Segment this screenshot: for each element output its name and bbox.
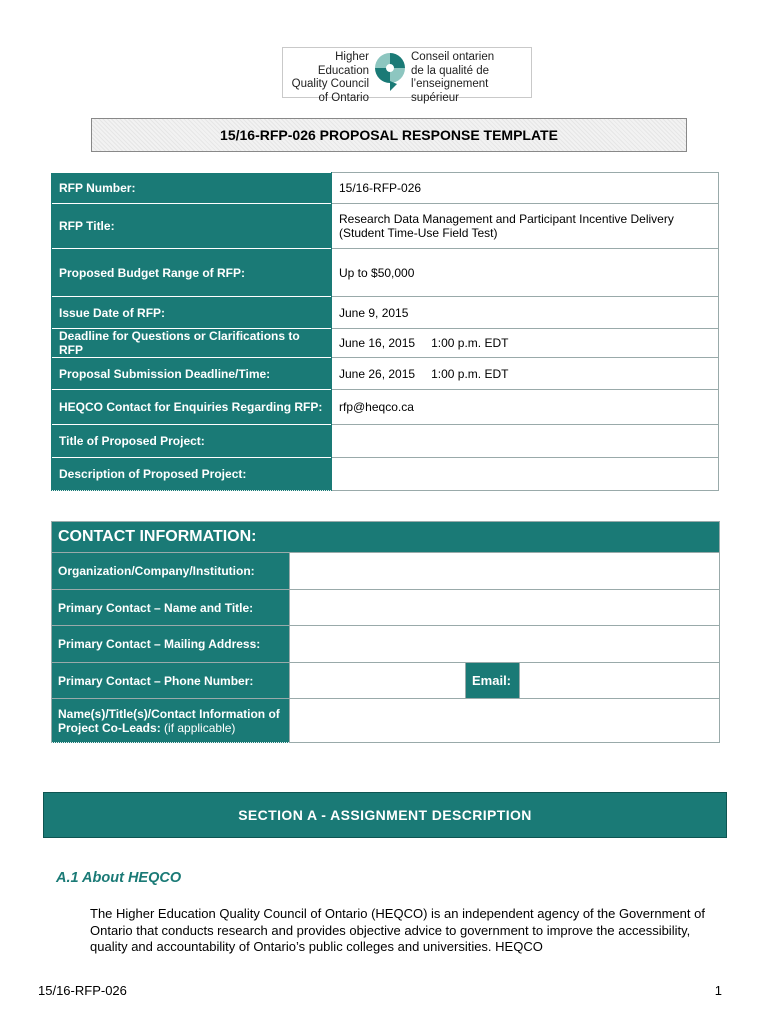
project-description-field[interactable]	[332, 458, 719, 491]
table-row	[52, 626, 720, 663]
rfp-number-value: 15/16-RFP-026	[332, 173, 719, 204]
table-row	[52, 204, 719, 249]
project-description-label: Description of Proposed Project:	[52, 458, 332, 491]
questions-deadline-date: June 16, 2015	[339, 336, 416, 350]
table-row	[52, 590, 720, 626]
primary-contact-name-field[interactable]	[290, 590, 720, 626]
submission-deadline-value	[332, 358, 719, 390]
contact-enquiries-label: HEQCO Contact for Enquiries Regarding RFP:	[52, 390, 332, 425]
table-row	[52, 358, 719, 390]
table-row	[52, 458, 719, 491]
email-field[interactable]	[520, 663, 720, 699]
contact-information-heading: CONTACT INFORMATION:	[52, 522, 720, 553]
project-title-field[interactable]	[332, 425, 719, 458]
table-row	[52, 553, 720, 590]
table-row	[52, 390, 719, 425]
rfp-number-label: RFP Number:	[52, 173, 332, 204]
submission-deadline-label: Proposal Submission Deadline/Time:	[52, 358, 332, 390]
rfp-title-value: Research Data Management and Participant Incentive Delivery (Student Time-Use Field Test)	[332, 204, 719, 249]
about-heqco-heading: A.1 About HEQCO	[56, 870, 182, 886]
table-row	[52, 329, 719, 358]
about-heqco-paragraph: The Higher Education Quality Council of Ontario (HEQCO) is an independent agency of the Government of Ontario that conducts research and provides objective advice to government to improve the accessibility, quality and accountability of Ontario’s public colleges and universities. HEQCO	[90, 906, 705, 954]
questions-deadline-label: Deadline for Questions or Clarifications to RFP	[52, 329, 332, 358]
co-leads-label: Name(s)/Title(s)/Contact Information of Project Co-Leads: (if applicable)	[52, 699, 290, 743]
table-row	[52, 522, 720, 553]
primary-contact-address-field[interactable]	[290, 626, 720, 663]
primary-contact-address-label: Primary Contact – Mailing Address:	[52, 626, 290, 663]
table-row	[52, 663, 720, 699]
primary-contact-phone-label: Primary Contact – Phone Number:	[52, 663, 290, 699]
submission-deadline-time: 1:00 p.m. EDT	[431, 366, 509, 381]
questions-deadline-value	[332, 329, 719, 358]
table-row	[52, 699, 720, 743]
issue-date-value: June 9, 2015	[332, 297, 719, 329]
table-row	[52, 297, 719, 329]
contact-enquiries-email: rfp@heqco.ca	[332, 390, 719, 425]
heqco-logo	[282, 47, 532, 104]
organization-label: Organization/Company/Institution:	[52, 553, 290, 590]
logo-english-text: Higher Education Quality Council of Ontario	[291, 51, 369, 104]
table-row	[52, 173, 719, 204]
budget-range-label: Proposed Budget Range of RFP:	[52, 249, 332, 297]
table-row	[52, 425, 719, 458]
issue-date-label: Issue Date of RFP:	[52, 297, 332, 329]
submission-deadline-date: June 26, 2015	[339, 366, 416, 381]
logo-mark-icon	[373, 51, 407, 93]
rfp-title-label: RFP Title:	[52, 204, 332, 249]
footer-document-id: 15/16-RFP-026	[38, 983, 127, 998]
contact-information-table	[51, 521, 720, 743]
budget-range-value: Up to $50,000	[332, 249, 719, 297]
questions-deadline-time: 1:00 p.m. EDT	[431, 336, 509, 350]
co-leads-field[interactable]	[290, 699, 720, 743]
co-leads-note: (if applicable)	[164, 720, 236, 735]
document-title: 15/16-RFP-026 PROPOSAL RESPONSE TEMPLATE	[91, 118, 687, 152]
footer-page-number: 1	[714, 983, 722, 998]
table-row	[52, 249, 719, 297]
project-title-label: Title of Proposed Project:	[52, 425, 332, 458]
logo-french-text: Conseil ontarien de la qualité de l’enseignement supérieur	[411, 51, 495, 104]
rfp-details-table	[51, 172, 719, 491]
organization-field[interactable]	[290, 553, 720, 590]
primary-contact-phone-field[interactable]	[290, 663, 466, 699]
email-label: Email:	[466, 663, 520, 699]
primary-contact-name-label: Primary Contact – Name and Title:	[52, 590, 290, 626]
section-a-heading: SECTION A - ASSIGNMENT DESCRIPTION	[43, 792, 727, 838]
